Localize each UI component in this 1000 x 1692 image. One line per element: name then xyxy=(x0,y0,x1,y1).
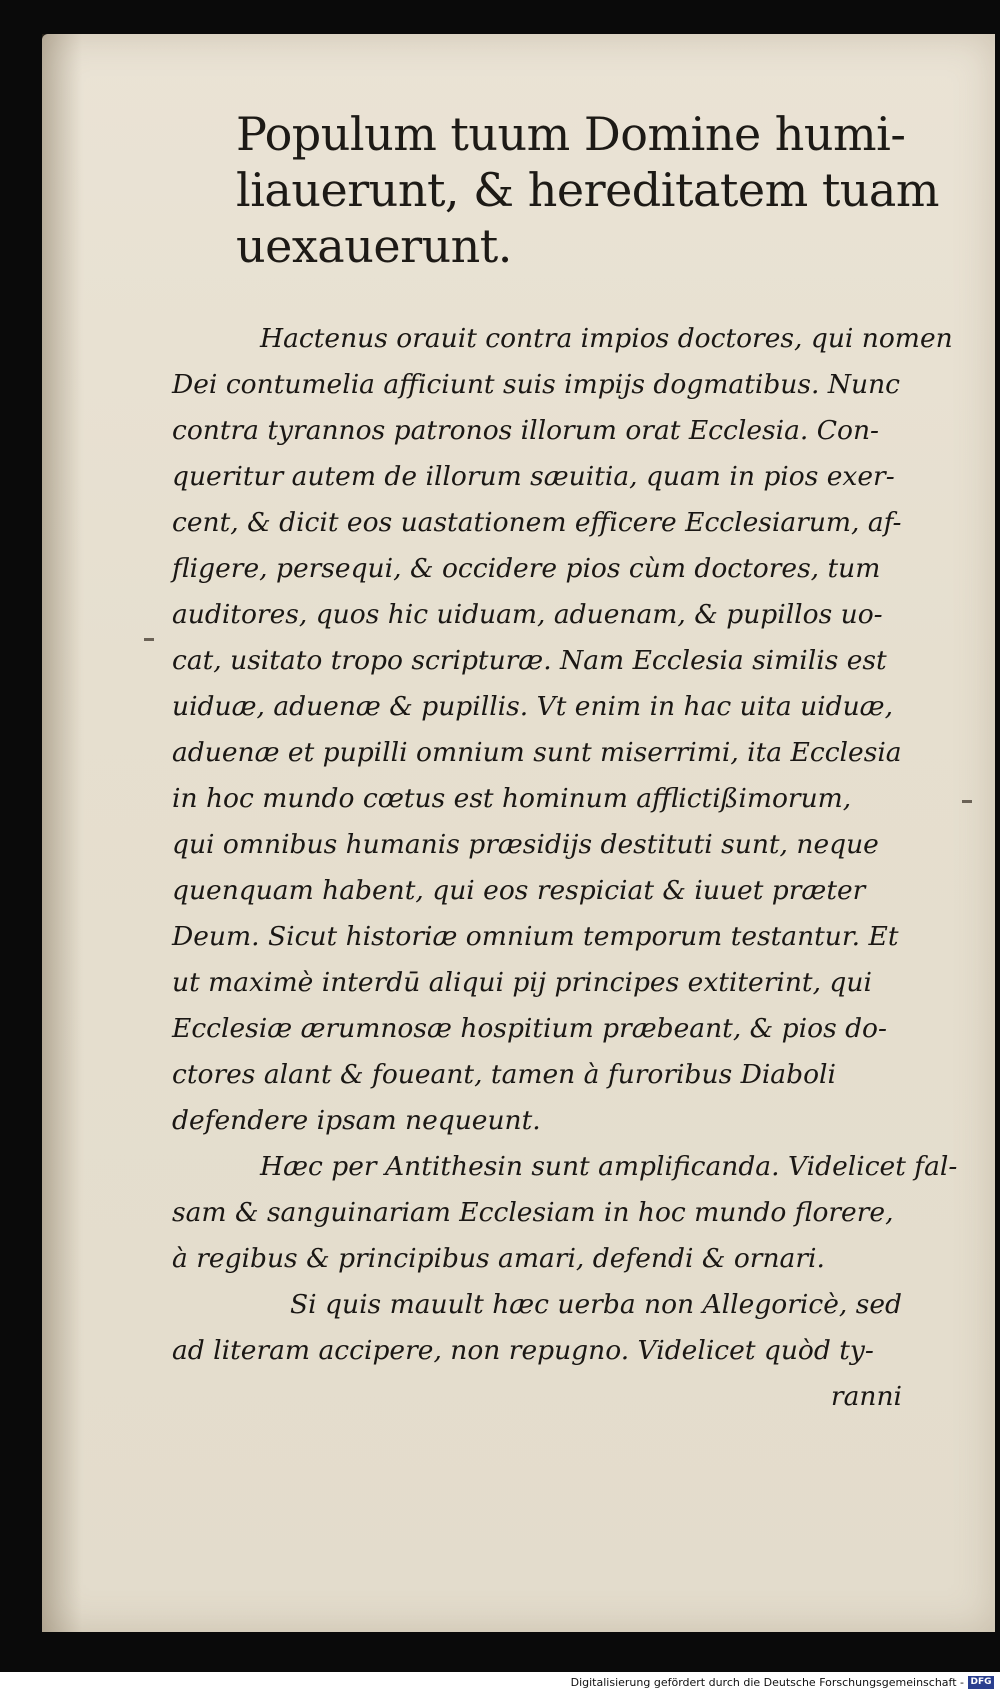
text-line: quenquam habent, qui eos respiciat & iuuet præter xyxy=(172,875,866,906)
page-gutter-shadow xyxy=(42,34,82,1632)
text-line: Hæc per Antithesin sunt amplificanda. Videlicet fal- xyxy=(260,1151,958,1182)
funding-credit: Digitalisierung gefördert durch die Deutsche Forschungsgemeinschaft - xyxy=(570,1676,964,1689)
text-line: defendere ipsam nequeunt. xyxy=(172,1105,541,1136)
text-line: ctores alant & foueant, tamen à furoribus Diaboli xyxy=(172,1059,836,1090)
text-line: in hoc mundo cœtus est hominum afflictißimorum, xyxy=(172,783,852,814)
heading-line: liauerunt, & hereditatem tuam xyxy=(236,163,939,217)
text-line: Dei contumelia afficiunt suis impijs dogmatibus. Nunc xyxy=(172,369,900,400)
text-line: uiduæ, aduenæ & pupillis. Vt enim in hac uita uiduæ, xyxy=(172,691,893,722)
text-line: cent, & dicit eos uastationem efficere Ecclesiarum, af- xyxy=(172,507,902,538)
margin-mark xyxy=(144,638,154,641)
text-line: queritur autem de illorum sæuitia, quam in pios exer- xyxy=(172,461,895,492)
margin-mark xyxy=(962,800,972,803)
commentary-text xyxy=(172,316,972,1420)
text-line: ad literam accipere, non repugno. Videlicet quòd ty- xyxy=(172,1335,874,1366)
text-line: Ecclesiæ ærumnosæ hospitium præbeant, & pios do- xyxy=(172,1013,887,1044)
text-line: à regibus & principibus amari, defendi & ornari. xyxy=(172,1243,825,1274)
text-line: cat, usitato tropo scripturæ. Nam Ecclesia similis est xyxy=(172,645,887,676)
heading-line: uexauerunt. xyxy=(236,219,512,273)
psalm-verse-heading xyxy=(236,106,939,274)
dfg-logo: DFG xyxy=(968,1676,994,1689)
text-line: contra tyrannos patronos illorum orat Ecclesia. Con- xyxy=(172,415,879,446)
text-line: fligere, persequi, & occidere pios cùm doctores, tum xyxy=(172,553,881,584)
catchword: ranni xyxy=(830,1381,902,1412)
heading-line: Populum tuum Domine humi- xyxy=(236,107,906,161)
text-line: aduenæ et pupilli omnium sunt miserrimi, ita Ecclesia xyxy=(172,737,902,768)
text-line: ut maximè interdū aliqui pij principes extiterint, qui xyxy=(172,967,872,998)
text-line: Deum. Sicut historiæ omnium temporum testantur. Et xyxy=(172,921,899,952)
footer-bar xyxy=(0,1672,1000,1692)
book-page xyxy=(42,34,995,1632)
text-line: sam & sanguinariam Ecclesiam in hoc mundo florere, xyxy=(172,1197,894,1228)
text-line: qui omnibus humanis præsidijs destituti sunt, neque xyxy=(172,829,879,860)
text-line: Hactenus orauit contra impios doctores, qui nomen xyxy=(260,323,953,354)
text-line: Si quis mauult hæc uerba non Allegoricè, sed xyxy=(290,1289,902,1320)
text-line: auditores, quos hic uiduam, aduenam, & pupillos uo- xyxy=(172,599,883,630)
